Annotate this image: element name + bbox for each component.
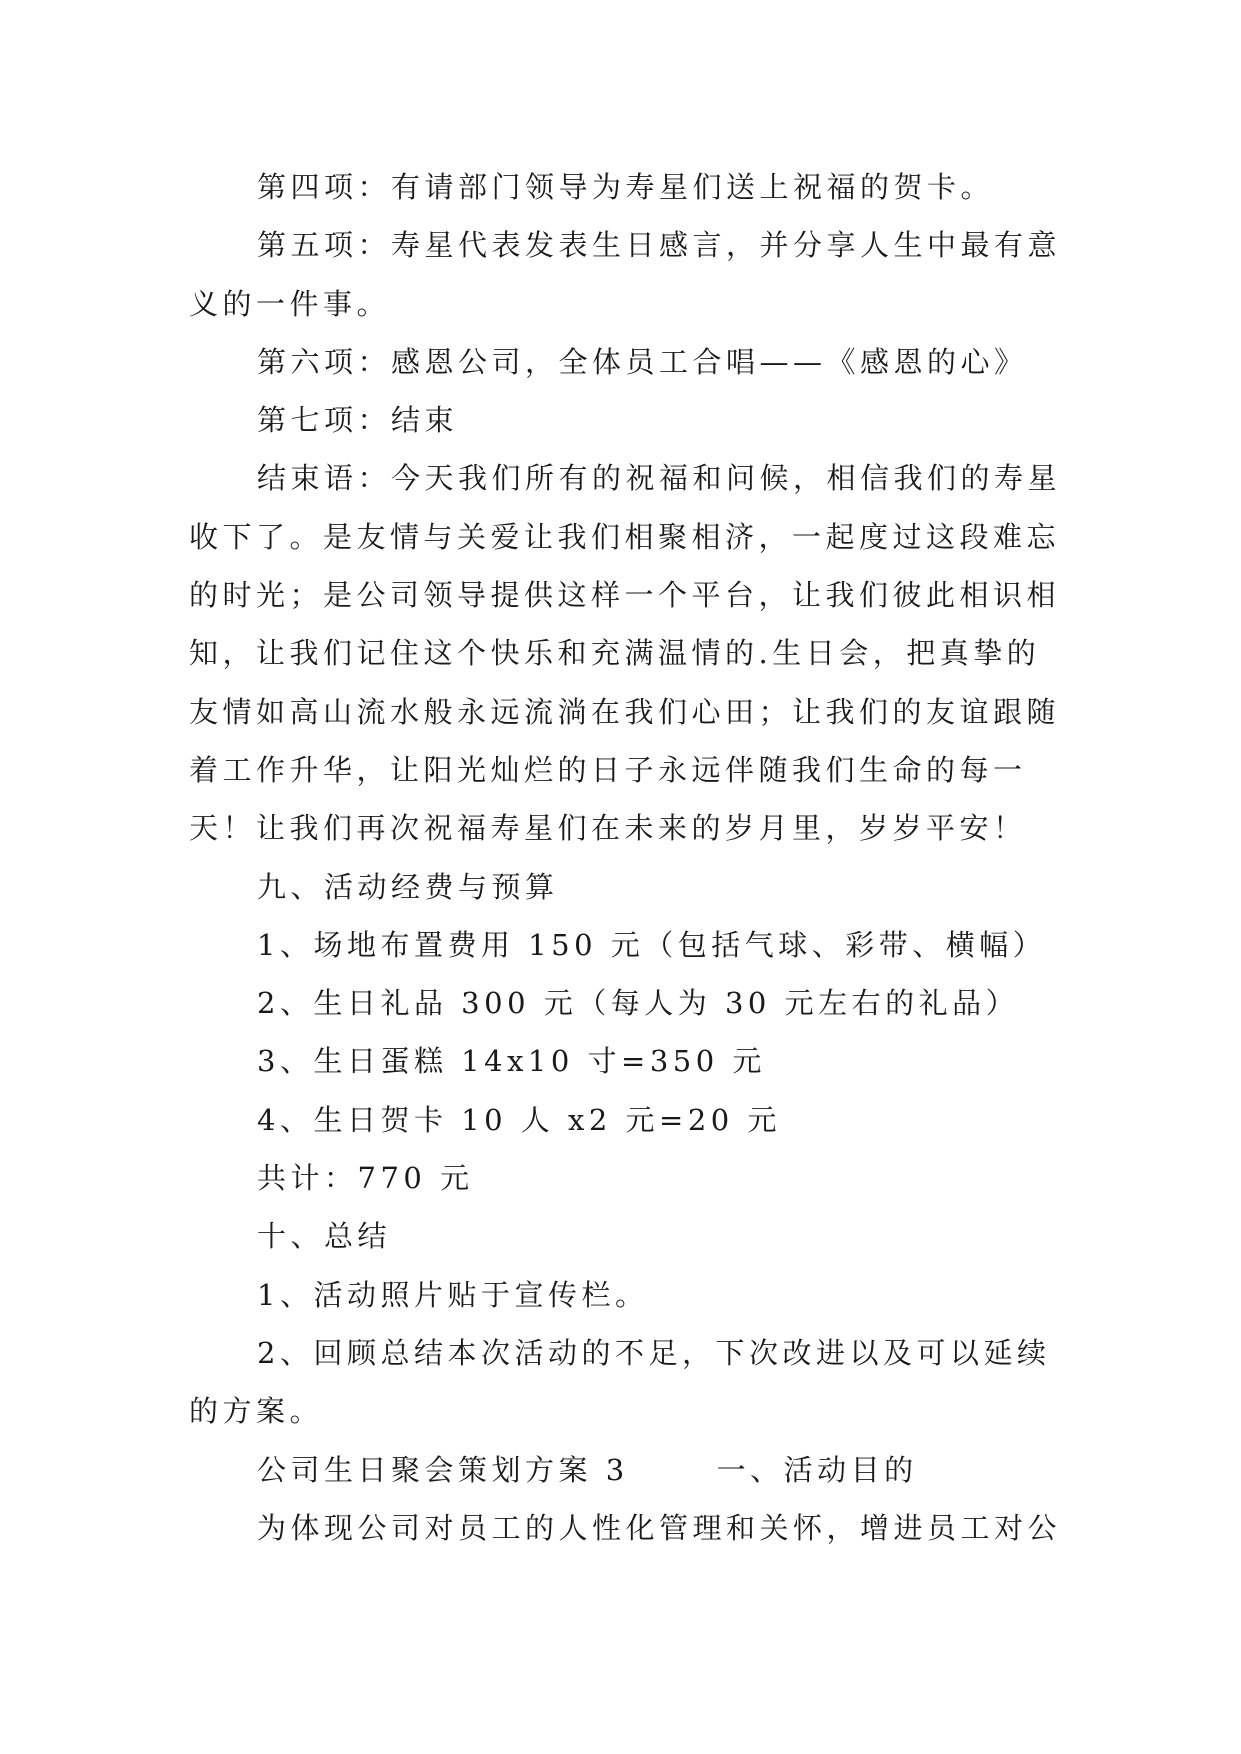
paragraph-line: 第五项：寿星代表发表生日感言，并分享人生中最有意 [257,228,1062,263]
budget-total: 共计：770 元 [257,1161,474,1196]
paragraph-line: 第七项：结束 [257,403,459,438]
paragraph-line: 为体现公司对员工的人性化管理和关怀，增进员工对公 [257,1510,1062,1545]
section-heading-summary: 十、总结 [257,1219,392,1254]
plan-heading [189,1441,1055,1499]
plan-title: 公司生日聚会策划方案 3 [257,1452,629,1487]
summary-item: 2、回顾总结本次活动的不足，下次改进以及可以延续 [257,1335,1051,1370]
paragraph-line: 的时光；是公司领导提供这样一个平台，让我们彼此相识相 [189,578,1061,613]
budget-item: 4、生日贺卡 10 人 x2 元=20 元 [257,1102,781,1137]
paragraph-line: 天！让我们再次祝福寿星们在未来的岁月里，岁岁平安！ [189,811,1027,846]
plan-subtitle: 一、活动目的 [716,1452,918,1487]
paragraph-line: 结束语：今天我们所有的祝福和问候，相信我们的寿星 [257,461,1062,496]
paragraph-line: 义的一件事。 [189,286,391,321]
budget-item: 2、生日礼品 300 元（每人为 30 元左右的礼品） [257,986,1020,1021]
paragraph-line: 知，让我们记住这个快乐和充满温情的.生日会，把真挚的 [189,636,1041,671]
paragraph-line: 第六项：感恩公司，全体员工合唱——《感恩的心》 [257,344,1028,379]
document-body [189,158,1062,1557]
paragraph-line: 收下了。是友情与关爱让我们相聚相济，一起度过这段难忘 [189,519,1061,554]
budget-item: 1、场地布置费用 150 元（包括气球、彩带、横幅） [257,927,1047,962]
paragraph-line: 的方案。 [189,1394,324,1429]
section-heading-budget: 九、活动经费与预算 [257,869,559,904]
paragraph-line: 着工作升华，让阳光灿烂的日子永远伴随我们生命的每一 [189,752,1027,787]
summary-item: 1、活动照片贴于宣传栏。 [257,1277,649,1312]
paragraph-line: 第四项：有请部门领导为寿星们送上祝福的贺卡。 [257,170,995,204]
budget-item: 3、生日蛋糕 14x10 寸=350 元 [257,1044,766,1079]
paragraph-line: 友情如高山流水般永远流淌在我们心田；让我们的友谊跟随 [189,694,1061,729]
